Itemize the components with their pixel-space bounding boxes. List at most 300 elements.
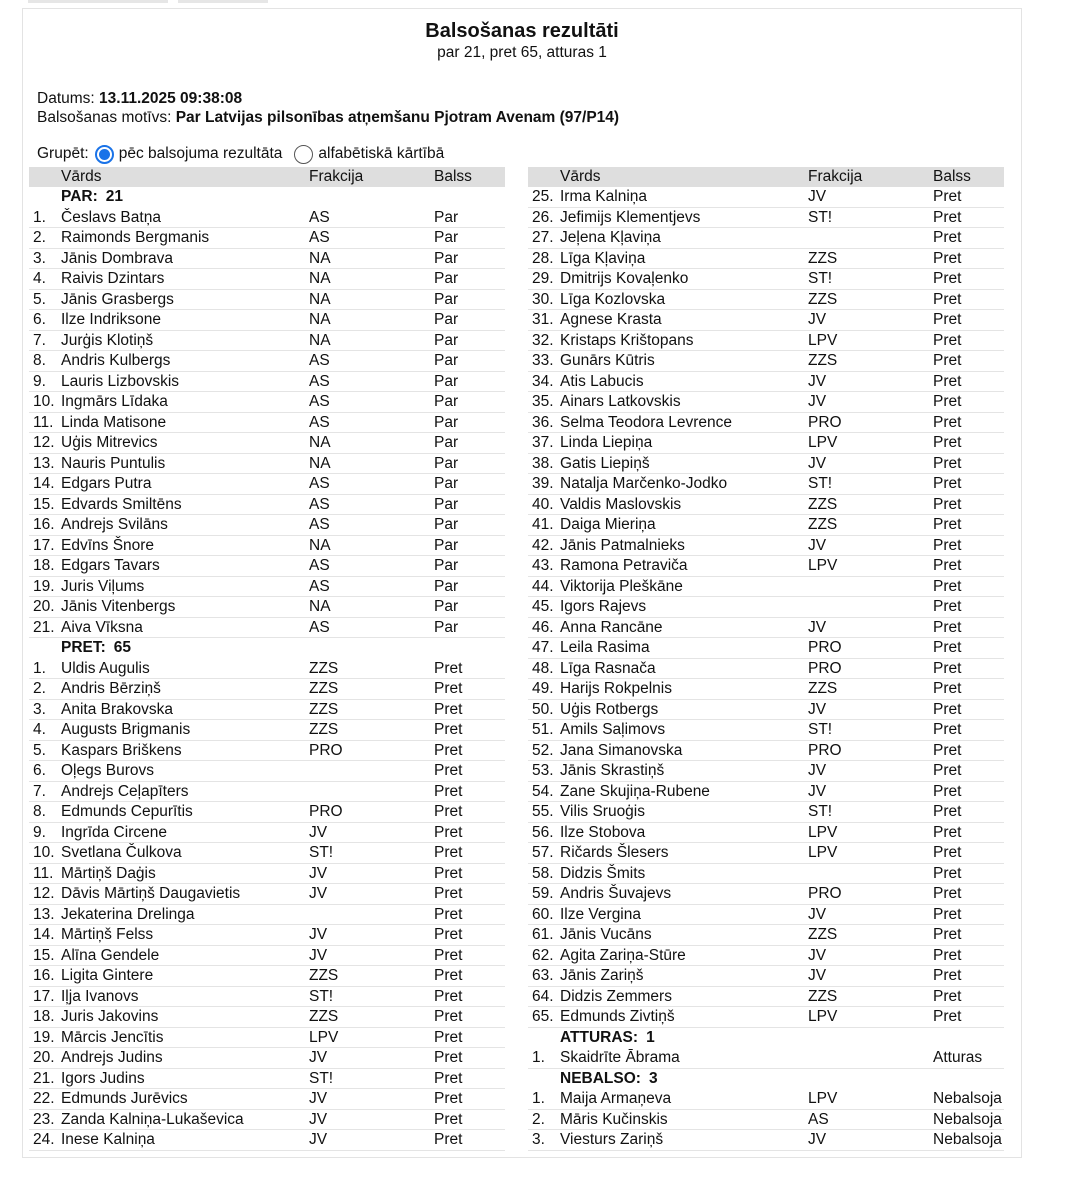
member-vote: Pret (933, 393, 962, 410)
row-number: 28. (532, 249, 554, 267)
row-number: 10. (33, 844, 55, 861)
motive-label: Balsošanas motīvs: (37, 109, 172, 126)
member-vote: Pret (933, 208, 962, 226)
row-number: 60. (532, 905, 554, 923)
row-number: 30. (532, 290, 554, 308)
member-vote: Par (434, 249, 459, 267)
member-faction: NA (309, 290, 331, 308)
row-number: 63. (532, 967, 554, 984)
table-row (528, 1048, 1004, 1069)
member-faction: JV (309, 1090, 328, 1107)
member-vote: Pret (933, 249, 962, 267)
member-vote: Par (434, 577, 459, 595)
member-faction: NA (309, 331, 331, 349)
member-faction: LPV (808, 1090, 838, 1107)
member-name: Jurģis Klotiņš (61, 331, 154, 349)
row-number: 19. (33, 577, 55, 595)
member-vote: Pret (434, 844, 463, 861)
table-header (29, 167, 505, 187)
table-row (528, 331, 1004, 352)
member-name: Māris Kučinskis (560, 1110, 668, 1128)
member-vote: Pret (933, 495, 962, 513)
member-faction: NA (309, 598, 331, 615)
member-name: Kristaps Krištopans (560, 331, 694, 349)
table-row (528, 474, 1004, 495)
table-row (29, 966, 505, 987)
member-vote: Pret (933, 844, 962, 861)
section-count: 21 (105, 188, 123, 205)
table-row (29, 597, 505, 618)
member-vote: Pret (933, 290, 962, 308)
member-vote: Pret (933, 557, 962, 574)
radio-alphabetical-label[interactable]: alfabētiskā kārtībā (318, 145, 445, 162)
member-name: Dāvis Mārtiņš Daugavietis (61, 885, 241, 902)
member-faction: JV (808, 372, 827, 390)
member-faction: ZZS (309, 1008, 339, 1025)
member-vote: Pret (434, 864, 463, 882)
table-row (29, 536, 505, 557)
table-row (29, 495, 505, 516)
member-vote: Par (434, 516, 459, 533)
member-faction: AS (309, 208, 330, 226)
member-vote: Pret (933, 1008, 962, 1025)
member-name: Oļegs Burovs (61, 762, 155, 779)
table-row (29, 802, 505, 823)
member-name: Andris Kulbergs (61, 352, 171, 369)
row-number: 62. (532, 946, 554, 964)
member-vote: Par (434, 352, 459, 369)
table-row (528, 802, 1004, 823)
member-name: Didzis Zemmers (560, 987, 672, 1005)
member-vote: Pret (933, 454, 962, 472)
table-row (528, 659, 1004, 680)
member-name: Amils Saļimovs (560, 721, 666, 738)
table-row (528, 700, 1004, 721)
section-count: 3 (648, 1069, 658, 1087)
row-number: 48. (532, 659, 554, 677)
member-name: Uģis Rotbergs (560, 700, 659, 718)
row-number: 36. (532, 413, 554, 431)
member-faction: ZZS (808, 249, 838, 267)
table-row (29, 884, 505, 905)
row-number: 33. (532, 352, 554, 369)
member-name: Jana Simanovska (560, 741, 683, 759)
member-vote: Pret (933, 434, 962, 451)
member-vote: Pret (933, 700, 962, 718)
row-number: 25. (532, 188, 554, 205)
row-number: 59. (532, 885, 554, 902)
row-number: 16. (33, 967, 55, 984)
table-row (29, 679, 505, 700)
radio-by-result-label[interactable]: pēc balsojuma rezultāta (118, 145, 283, 162)
row-number: 5. (33, 741, 46, 759)
member-name: Edgars Putra (61, 475, 152, 492)
row-number: 3. (33, 249, 46, 267)
row-number: 54. (532, 782, 554, 800)
table-row (528, 1089, 1004, 1110)
member-name: Dmitrijs Kovaļenko (560, 270, 689, 287)
member-name: Līga Kļaviņa (560, 249, 646, 267)
member-vote: Pret (933, 516, 962, 533)
member-faction: ST! (309, 987, 334, 1005)
member-faction: NA (309, 311, 331, 328)
table-row (29, 1028, 505, 1049)
row-number: 29. (532, 270, 554, 287)
member-faction: ZZS (309, 659, 339, 677)
member-vote: Par (434, 536, 459, 554)
row-number: 21. (33, 1069, 55, 1087)
table-row (528, 1007, 1004, 1028)
member-faction: ZZS (808, 516, 838, 533)
date-line (37, 89, 242, 109)
radio-by-result[interactable] (95, 145, 114, 164)
row-number: 17. (33, 987, 55, 1005)
member-faction: AS (309, 557, 330, 574)
member-vote: Pret (933, 475, 962, 492)
section-count: 1 (646, 1028, 655, 1046)
row-number: 49. (532, 680, 554, 697)
row-number: 19. (33, 1028, 55, 1046)
member-vote: Pret (933, 311, 962, 328)
table-row (29, 618, 505, 639)
member-name: Igors Rajevs (560, 598, 647, 615)
table-row (528, 515, 1004, 536)
member-name: Andris Bērziņš (61, 680, 161, 697)
row-number: 9. (33, 372, 46, 390)
member-vote: Pret (933, 188, 962, 205)
member-name: Jefimijs Klementjevs (560, 208, 701, 226)
member-faction: PRO (808, 659, 842, 677)
header-vote: Balss (434, 168, 472, 185)
row-number: 4. (33, 721, 46, 738)
member-faction: ZZS (309, 680, 339, 697)
member-vote: Nebalsoja (933, 1131, 1002, 1148)
top-scroll-strip (0, 0, 1080, 3)
member-name: Jānis Grasbergs (61, 290, 174, 308)
row-number: 56. (532, 823, 554, 841)
member-vote: Par (434, 229, 459, 246)
table-row (29, 1110, 505, 1131)
row-number: 50. (532, 700, 554, 718)
member-vote: Par (434, 495, 459, 513)
member-faction: AS (309, 413, 330, 431)
section-header (29, 187, 505, 208)
member-faction: NA (309, 536, 331, 554)
member-faction: JV (808, 967, 827, 984)
member-faction: JV (808, 905, 827, 923)
member-name: Nauris Puntulis (61, 454, 166, 472)
member-name: Viktorija Pleškāne (560, 577, 683, 595)
table-row (528, 720, 1004, 741)
member-vote: Pret (933, 270, 962, 287)
member-vote: Pret (434, 1131, 463, 1148)
member-faction: ZZS (808, 680, 838, 697)
table-row (29, 331, 505, 352)
member-vote: Pret (933, 639, 962, 656)
table-row (528, 741, 1004, 762)
table-row (29, 1069, 505, 1090)
row-number: 13. (33, 905, 55, 923)
member-faction: LPV (808, 1008, 838, 1025)
row-number: 2. (33, 680, 46, 697)
member-faction: ST! (808, 721, 833, 738)
member-vote: Pret (933, 680, 962, 697)
radio-alphabetical[interactable] (294, 145, 313, 164)
row-number: 58. (532, 864, 554, 882)
section-label (560, 1069, 658, 1090)
table-row (29, 843, 505, 864)
member-name: Jānis Dombrava (61, 249, 173, 267)
member-name: Ilze Indriksone (61, 311, 161, 328)
member-faction: AS (309, 475, 330, 492)
member-name: Vilis Sruoģis (560, 803, 646, 820)
row-number: 15. (33, 495, 55, 513)
row-number: 52. (532, 741, 554, 759)
table-row (29, 413, 505, 434)
row-number: 17. (33, 536, 55, 554)
member-name: Juris Viļums (61, 577, 145, 595)
member-vote: Pret (933, 372, 962, 390)
row-number: 38. (532, 454, 554, 472)
member-name: Ingrīda Circene (61, 823, 167, 841)
grouping-label: Grupēt: (37, 145, 89, 162)
table-row (29, 269, 505, 290)
table-row (528, 782, 1004, 803)
table-row (528, 987, 1004, 1008)
row-number: 11. (33, 413, 54, 431)
row-number: 32. (532, 331, 554, 349)
member-vote: Nebalsoja (933, 1110, 1002, 1128)
table-row (29, 310, 505, 331)
table-row (528, 925, 1004, 946)
member-faction: JV (309, 1131, 328, 1148)
table-row (528, 1110, 1004, 1131)
table-row (528, 884, 1004, 905)
table-row (29, 372, 505, 393)
table-row (29, 720, 505, 741)
member-vote: Pret (933, 577, 962, 595)
member-name: Harijs Rokpelnis (560, 680, 672, 697)
member-faction: PRO (808, 741, 842, 759)
table-row (528, 823, 1004, 844)
table-row (528, 761, 1004, 782)
member-faction: AS (309, 516, 330, 533)
member-faction: AS (309, 577, 330, 595)
member-vote: Pret (434, 885, 463, 902)
member-vote: Pret (434, 659, 463, 677)
table-row (528, 495, 1004, 516)
row-number: 55. (532, 803, 554, 820)
row-number: 3. (532, 1131, 545, 1148)
member-name: Česlavs Batņa (61, 208, 161, 226)
member-name: Līga Kozlovska (560, 290, 666, 308)
row-number: 35. (532, 393, 554, 410)
member-name: Ramona Petraviča (560, 557, 688, 574)
member-vote: Pret (933, 331, 962, 349)
row-number: 44. (532, 577, 554, 595)
member-faction: JV (808, 946, 827, 964)
member-name: Mārcis Jencītis (61, 1028, 164, 1046)
member-name: Uldis Augulis (61, 659, 150, 677)
row-number: 23. (33, 1110, 55, 1128)
row-number: 20. (33, 1049, 55, 1066)
member-faction: JV (808, 762, 827, 779)
member-faction: AS (309, 618, 330, 636)
table-row (528, 454, 1004, 475)
member-vote: Pret (933, 823, 962, 841)
member-name: Ilze Stobova (560, 823, 646, 841)
member-name: Agnese Krasta (560, 311, 662, 328)
member-faction: LPV (808, 844, 838, 861)
table-row (29, 741, 505, 762)
member-faction: JV (808, 311, 827, 328)
table-row (528, 392, 1004, 413)
row-number: 2. (33, 229, 46, 246)
table-row (528, 597, 1004, 618)
table-row (29, 392, 505, 413)
row-number: 13. (33, 454, 55, 472)
page-title: Balsošanas rezultāti (425, 20, 619, 42)
member-faction: ST! (808, 208, 833, 226)
member-vote: Pret (434, 1069, 463, 1087)
member-vote: Pret (434, 1028, 463, 1046)
member-vote: Par (434, 331, 459, 349)
row-number: 41. (532, 516, 554, 533)
member-faction: JV (309, 885, 328, 902)
member-faction: JV (808, 393, 827, 410)
results-table-left (29, 167, 505, 1151)
row-number: 39. (532, 475, 554, 492)
member-vote: Pret (434, 741, 463, 759)
member-name: Ričards Šlesers (560, 844, 669, 861)
member-name: Juris Jakovins (61, 1008, 159, 1025)
member-vote: Pret (434, 700, 463, 718)
member-vote: Pret (933, 803, 962, 820)
member-faction: LPV (309, 1028, 339, 1046)
row-number: 1. (532, 1049, 545, 1066)
table-row (528, 249, 1004, 270)
member-vote: Par (434, 413, 459, 431)
member-name: Gunārs Kūtris (560, 352, 655, 369)
member-faction: PRO (808, 413, 842, 431)
member-name: Ainars Latkovskis (560, 393, 681, 410)
member-vote: Pret (933, 967, 962, 984)
member-name: Jānis Zariņš (560, 967, 644, 984)
table-row (29, 659, 505, 680)
member-vote: Pret (933, 905, 962, 923)
table-row (528, 946, 1004, 967)
member-name: Maija Armaņeva (560, 1090, 672, 1107)
member-name: Augusts Brigmanis (61, 721, 191, 738)
table-row (528, 536, 1004, 557)
section-label (61, 187, 123, 208)
member-vote: Par (434, 434, 459, 451)
member-name: Atis Labucis (560, 372, 644, 390)
member-faction: ST! (808, 803, 833, 820)
row-number: 3. (33, 700, 46, 718)
member-faction: LPV (808, 331, 838, 349)
member-vote: Pret (434, 987, 463, 1005)
member-name: Ligita Gintere (61, 967, 154, 984)
section-label (61, 638, 131, 659)
member-faction: AS (808, 1110, 829, 1128)
member-name: Edmunds Zivtiņš (560, 1008, 675, 1025)
row-number: 8. (33, 803, 46, 820)
row-number: 26. (532, 208, 554, 226)
member-name: Leila Rasima (560, 639, 650, 656)
row-number: 14. (33, 926, 55, 943)
table-row (528, 966, 1004, 987)
member-name: Ingmārs Līdaka (61, 393, 168, 410)
table-row (29, 208, 505, 229)
member-name: Kaspars Briškens (61, 741, 182, 759)
member-vote: Pret (434, 782, 463, 800)
row-number: 64. (532, 987, 554, 1005)
member-name: Uģis Mitrevics (61, 434, 158, 451)
member-vote: Pret (434, 967, 463, 984)
member-faction: LPV (808, 823, 838, 841)
row-number: 4. (33, 270, 46, 287)
row-number: 1. (532, 1090, 545, 1107)
member-name: Lauris Lizbovskis (61, 372, 180, 390)
member-vote: Par (434, 270, 459, 287)
row-number: 16. (33, 516, 55, 533)
member-faction: ST! (309, 1069, 334, 1087)
member-name: Agita Zariņa-Stūre (560, 946, 686, 964)
member-name: Jānis Skrastiņš (560, 762, 665, 779)
table-row (528, 843, 1004, 864)
results-table-right (528, 167, 1004, 1151)
member-name: Inese Kalniņa (61, 1131, 155, 1148)
row-number: 37. (532, 434, 554, 451)
member-name: Gatis Liepiņš (560, 454, 650, 472)
member-faction: PRO (808, 885, 842, 902)
member-vote: Pret (434, 803, 463, 820)
table-row (29, 577, 505, 598)
member-vote: Par (434, 598, 459, 615)
header-name: Vārds (560, 168, 601, 185)
member-name: Viesturs Zariņš (560, 1131, 664, 1148)
table-row (29, 782, 505, 803)
member-vote: Par (434, 208, 459, 226)
member-faction: ZZS (309, 700, 339, 718)
table-row (29, 474, 505, 495)
member-vote: Pret (434, 905, 463, 923)
table-row (528, 618, 1004, 639)
table-row (528, 905, 1004, 926)
row-number: 21. (33, 618, 55, 636)
section-header (29, 638, 505, 659)
member-vote: Par (434, 290, 459, 308)
row-number: 6. (33, 762, 46, 779)
member-name: Igors Judins (61, 1069, 145, 1087)
section-header (528, 1069, 1004, 1090)
member-faction: JV (808, 1131, 827, 1148)
grouping-control (37, 141, 450, 167)
member-vote: Pret (933, 659, 962, 677)
member-name: Edgars Tavars (61, 557, 160, 574)
table-row (29, 700, 505, 721)
member-name: Anna Rancāne (560, 618, 663, 636)
member-faction: ZZS (808, 290, 838, 308)
row-number: 24. (33, 1131, 55, 1148)
table-header (528, 167, 1004, 187)
member-faction: JV (808, 536, 827, 554)
table-row (29, 290, 505, 311)
table-row (29, 1007, 505, 1028)
table-row (29, 925, 505, 946)
member-name: Jānis Vitenbergs (61, 598, 176, 615)
